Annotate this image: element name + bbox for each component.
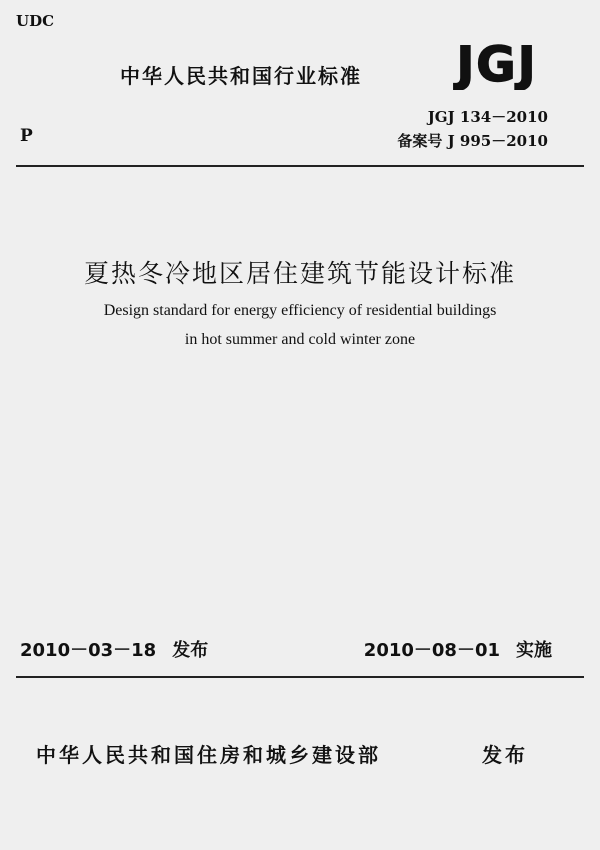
implement-date-block	[364, 636, 552, 662]
classification-code: P	[20, 126, 33, 146]
publisher-action: 发布	[482, 743, 528, 767]
implement-label: 实施	[516, 640, 552, 661]
udc-label: UDC	[16, 12, 55, 30]
implement-date: 2010－08－01	[363, 640, 500, 661]
issue-label: 发布	[172, 640, 209, 661]
header-divider	[16, 165, 584, 167]
logo-text: JGJ	[456, 37, 538, 90]
jgj-logo-icon	[443, 36, 551, 90]
footer-divider	[16, 676, 584, 678]
jgj-logo	[443, 36, 551, 90]
title-chinese: 夏热冬冷地区居住建筑节能设计标准	[83, 259, 516, 288]
title-english-line2: in hot summer and cold winter zone	[184, 331, 416, 348]
publisher-name: 中华人民共和国住房和城乡建设部	[36, 743, 381, 767]
standard-code: JGJ 134－2010	[427, 108, 548, 126]
issue-date-block	[20, 636, 208, 662]
record-number: 备案号 J 995－2010	[397, 132, 548, 150]
standard-series-title: 中华人民共和国行业标准	[120, 64, 362, 88]
issue-date: 2010－03－18	[20, 640, 157, 661]
title-english-line1: Design standard for energy efficiency of residential buildings	[103, 302, 497, 319]
